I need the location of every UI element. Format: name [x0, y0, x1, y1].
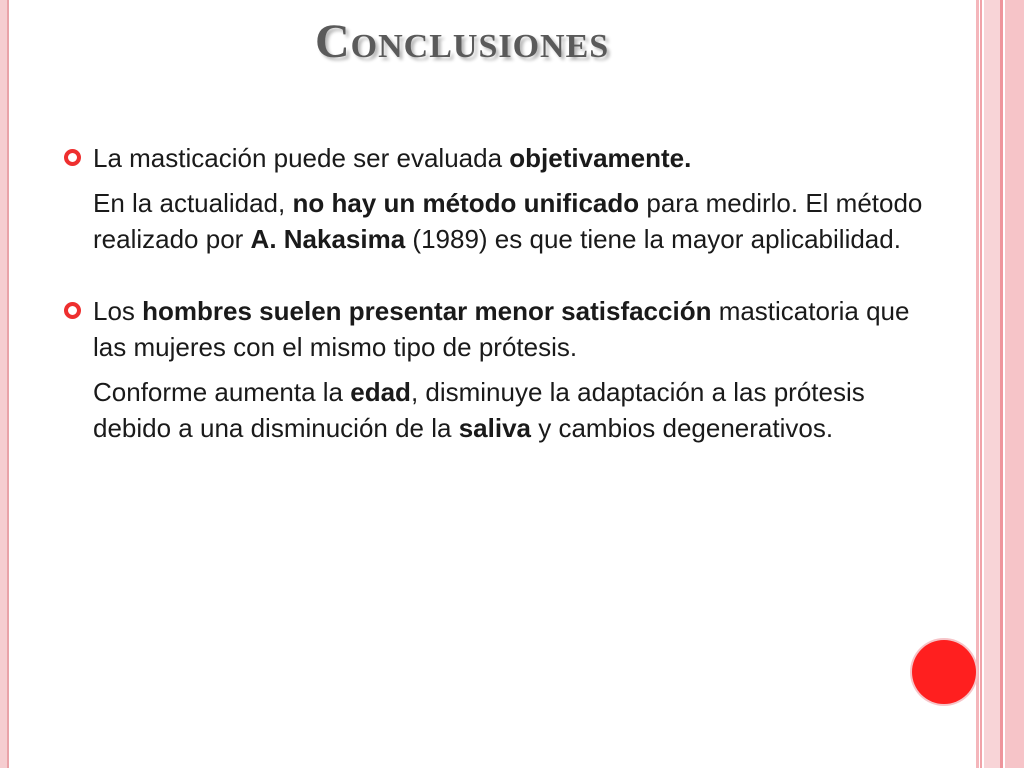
bullet-2	[64, 293, 944, 365]
bullet-1	[64, 140, 944, 176]
bullet-1-lead: La masticación puede ser evaluada objetivamente.	[93, 143, 692, 173]
red-circle-decoration	[912, 640, 976, 704]
slide-title: Conclusiones	[315, 15, 610, 68]
left-border-decoration	[0, 0, 9, 768]
bullet-2-lead: Los hombres suelen presentar menor satisfacción masticatoria que las mujeres con el mismo tipo de prótesis.	[93, 296, 910, 362]
slide-content	[64, 140, 944, 446]
bullet-1-detail: En la actualidad, no hay un método unificado para medirlo. El método realizado por A. Nakasima (1989) es que tiene la mayor aplicabilidad.	[93, 188, 923, 254]
ring-bullet-icon	[64, 149, 81, 166]
ring-bullet-icon	[64, 302, 81, 319]
bullet-2-detail: Conforme aumenta la edad, disminuye la adaptación a las prótesis debido a una disminución de la saliva y cambios degenerativos.	[93, 377, 865, 443]
right-stripes-decoration	[976, 0, 1024, 768]
